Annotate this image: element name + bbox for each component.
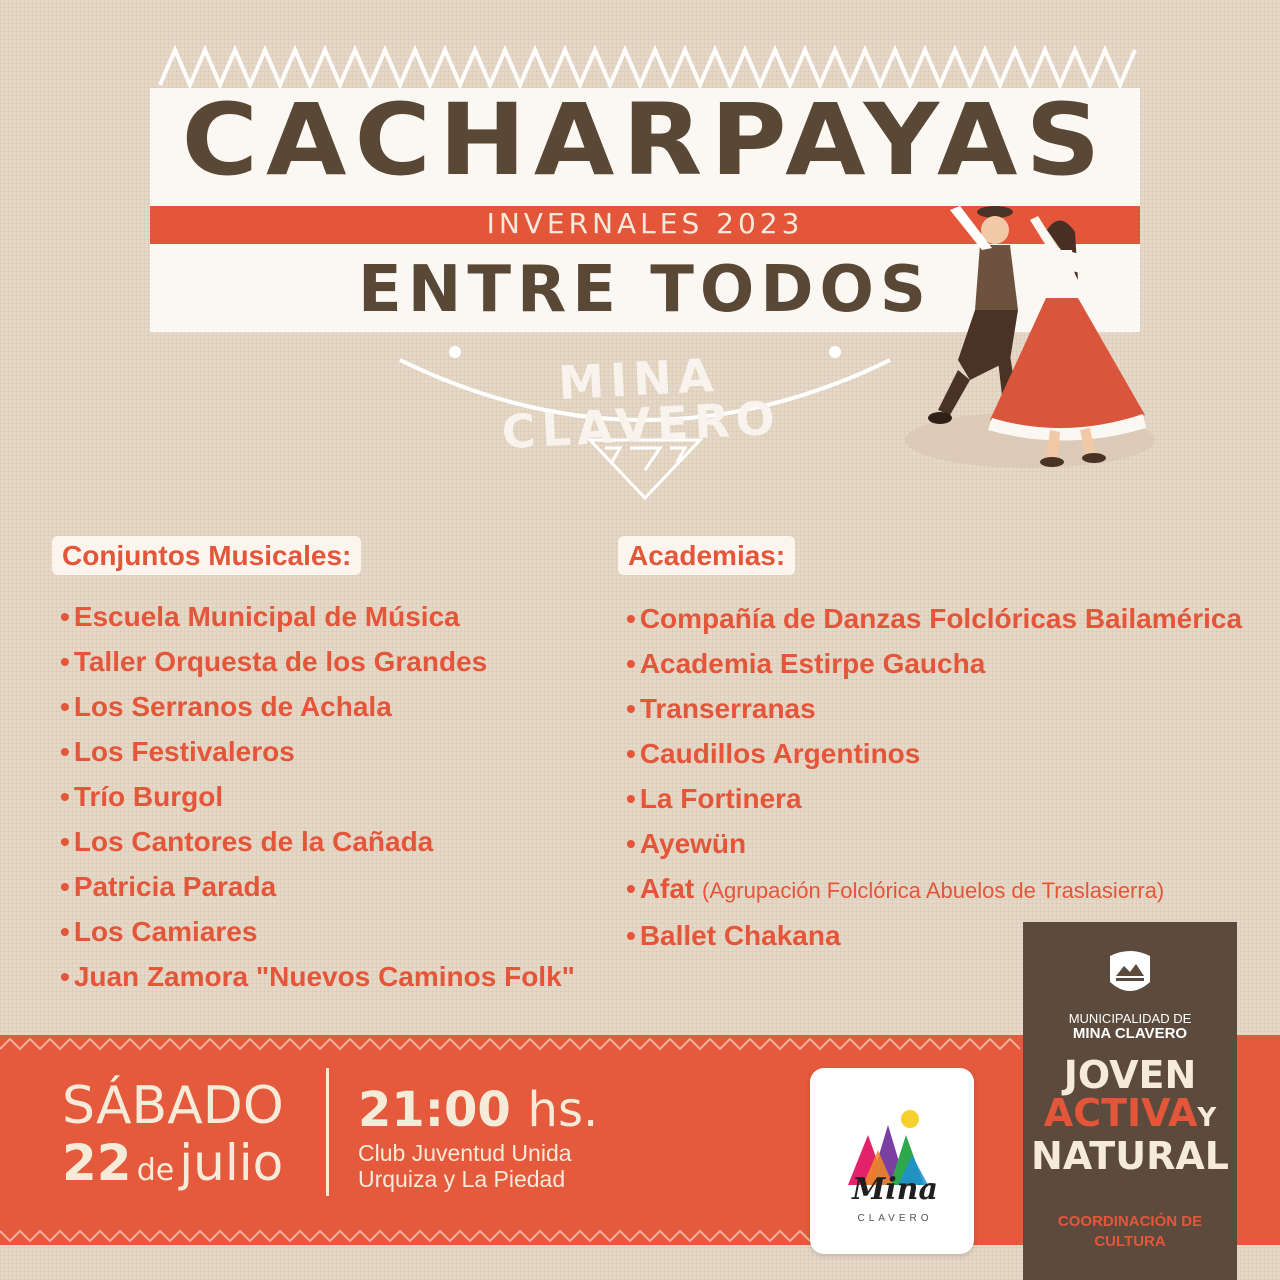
event-weekday: SÁBADO [62,1076,284,1136]
event-subtitle: INVERNALES 2023 [486,207,804,240]
list-item-label: Los Festivaleros [73,736,295,767]
event-time-unit: hs. [527,1082,599,1138]
list-item: • Patricia Parada [60,871,277,902]
musical-section [52,540,575,999]
slogan-line3: NATURAL [1031,1134,1229,1178]
list-item: • Taller Orquesta de los Grandes [60,646,488,677]
list-item: • Transerranas [626,693,816,724]
top-pattern [160,50,1135,85]
afat-note: (Agrupación Folclórica Abuelos de Traslasierra) [702,878,1165,903]
event-tagline: ENTRE TODOS [358,253,932,327]
list-item-label: Transerranas [639,693,816,724]
list-item: • Los Festivaleros [60,736,295,767]
musical-list [60,594,575,999]
municipal-line1: MUNICIPALIDAD DE [1068,1011,1192,1026]
list-item-label: Caudillos Argentinos [639,738,921,769]
list-item: • Los Camiares [60,916,258,947]
list-item: • La Fortinera [626,783,802,814]
list-item-label: Los Camiares [73,916,258,947]
list-item-label: Los Cantores de la Cañada [73,826,434,857]
list-item: • Compañía de Danzas Folclóricas Bailamérica [626,603,1243,634]
coordination [1023,1212,1237,1252]
crest-icon [1104,946,1156,1002]
musical-heading: Conjuntos Musicales: [52,536,361,575]
list-item: • Trío Burgol [60,781,224,812]
event-time [358,1082,599,1138]
municipal-line2: MINA CLAVERO [1072,1025,1188,1042]
dancers-illustration [900,190,1170,490]
list-item-label: Ballet Chakana [639,920,841,951]
list-item-label: La Fortinera [639,783,802,814]
list-item-label: Trío Burgol [73,781,224,812]
event-month: julio [179,1134,284,1192]
list-item: • Escuela Municipal de Música [60,601,460,632]
list-item: • Caudillos Argentinos [626,738,921,769]
list-item: • Ballet Chakana [626,920,841,951]
coordination-line1: COORDINACIÓN DE [1057,1213,1203,1230]
list-item-label: Ayewün [639,828,747,859]
list-item-label: Juan Zamora "Nuevos Caminos Folk" [73,961,575,992]
slogan-y: Y [1197,1103,1217,1133]
slogan-line1: JOVEN [1063,1053,1197,1097]
list-item: • Afat (Agrupación Folclórica Abuelos de Traslasierra) [626,873,1165,904]
list-item: • Ayewün [626,828,747,859]
divider [326,1068,329,1196]
academias-section [618,540,1242,958]
venue-name: Club Juventud Unida [358,1140,572,1166]
event-time-value: 21:00 [358,1082,511,1138]
venue-address: Urquiza y La Piedad [358,1166,566,1192]
coordination-line2: CULTURA [1094,1233,1166,1250]
list-item: • Los Serranos de Achala [60,691,392,722]
list-item: • Los Cantores de la Cañada [60,826,434,857]
list-item-label: Escuela Municipal de Música [73,601,460,632]
logo-name: Mina [852,1172,938,1207]
event-date-de: de [136,1153,175,1188]
list-item-label: Taller Orquesta de los Grandes [73,646,488,677]
list-item-label: Afat [639,873,695,904]
academias-list [626,596,1242,958]
event-day: 22 [62,1134,132,1192]
academias-heading: Academias: [618,536,795,575]
event-title: CACHARPAYAS [181,82,1109,198]
list-item: • Juan Zamora "Nuevos Caminos Folk" [60,961,575,992]
list-item-label: Patricia Parada [73,871,277,902]
list-item-label: Los Serranos de Achala [73,691,392,722]
list-item-label: Academia Estirpe Gaucha [639,648,986,679]
town-name: MINA CLAVERO [500,347,782,460]
event-date [62,1134,284,1192]
slogan-accent: ACTIVA [1043,1091,1198,1135]
logo-sub: CLAVERO [857,1213,933,1224]
list-item-label: Compañía de Danzas Folclóricas Bailamérica [639,603,1243,634]
list-item: • Academia Estirpe Gaucha [626,648,986,679]
slogan [1023,1053,1237,1178]
